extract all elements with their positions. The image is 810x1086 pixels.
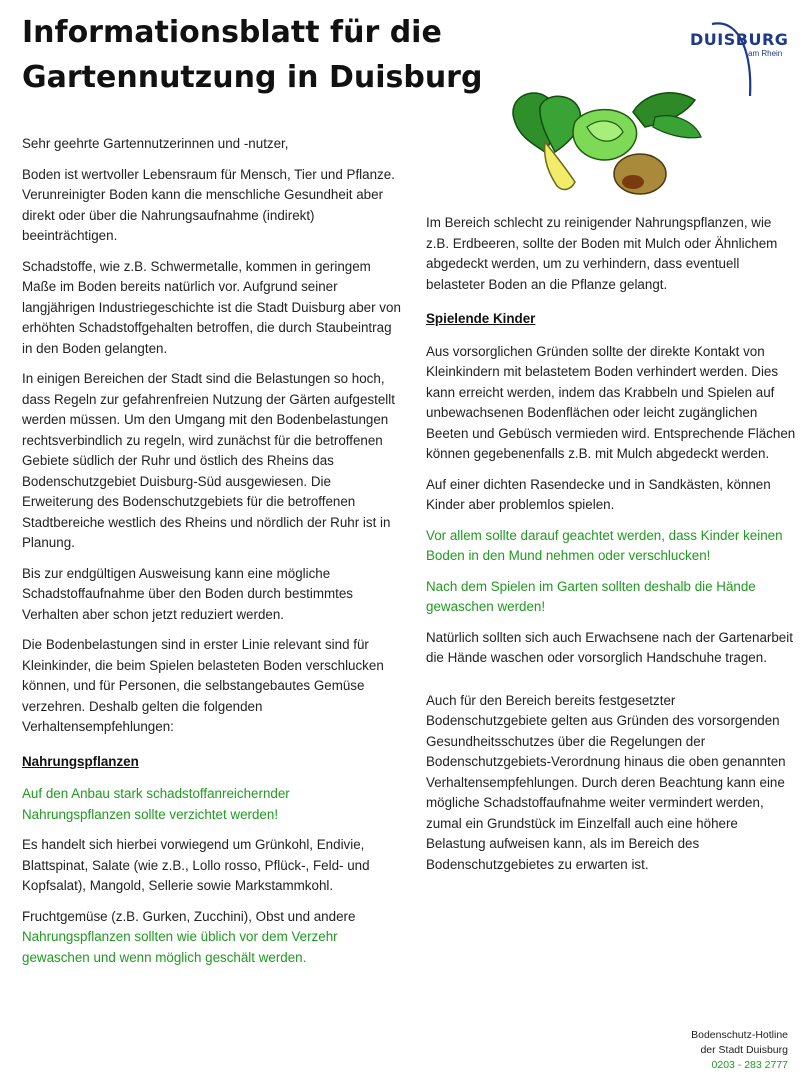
paragraph-ausweisung: Bis zur endgültigen Ausweisung kann eine mögliche Schadstoffaufnahme über den Boden durch bestimmtes Verhalten aber schon jetzt reduziert werden. bbox=[22, 565, 354, 622]
hotline-phone: 0203 - 283 2777 bbox=[711, 1059, 788, 1071]
left-column bbox=[22, 134, 402, 978]
hotline-box bbox=[691, 1028, 788, 1073]
warning-mund: Vor allem sollte darauf geachtet werden, dass Kinder keinen Boden in den Mund nehmen oder verschlucken! bbox=[426, 527, 783, 563]
salutation: Sehr geehrte Gartennutzerinnen und -nutzer, bbox=[22, 136, 289, 151]
hotline-org: der Stadt Duisburg bbox=[700, 1044, 788, 1056]
fruchtgemuese-text: Fruchtgemüse (z.B. Gurken, Zucchini), Obst und andere bbox=[22, 908, 356, 924]
warning-anbau: Auf den Anbau stark schadstoffanreichernder Nahrungspflanzen sollte verzichtet werden! bbox=[22, 786, 290, 822]
page-title bbox=[22, 10, 582, 100]
fruchtgemuese-green: Nahrungspflanzen sollten wie üblich vor dem Verzehr gewaschen und wenn möglich geschält werden. bbox=[22, 929, 338, 965]
vegetables-illustration-icon bbox=[505, 82, 705, 200]
paragraph-fruchtgemuese bbox=[22, 907, 402, 969]
logo-wordmark: DUISBURG bbox=[690, 30, 789, 49]
paragraph-erdbeeren: Im Bereich schlecht zu reinigender Nahrungspflanzen, wie z.B. Erdbeeren, sollte der Boden mit Mulch oder Ähnlichem abgedeckt werden, um zu verhindern, dass eventuell belasteter Boden an die Pflanze gelangt. bbox=[426, 215, 778, 292]
logo-subtitle: am Rhein bbox=[748, 49, 783, 58]
hotline-label: Bodenschutz-Hotline bbox=[691, 1029, 788, 1041]
warning-haende: Nach dem Spielen im Garten sollten deshalb die Hände gewaschen werden! bbox=[426, 578, 756, 614]
paragraph-erwachsene: Natürlich sollten sich auch Erwachsene nach der Gartenarbeit die Hände waschen oder vorsorglich Handschuhe tragen. bbox=[426, 629, 793, 665]
paragraph-belastungen: In einigen Bereichen der Stadt sind die Belastungen so hoch, dass Regeln zur gefahrenfreien Nutzung der Gärten aufgestellt werden müssen. Um den Umgang mit den Bodenbelastungen rechtsverbindlich zu regeln, wird zunächst für die betroffenen Gebiete südlich der Ruhr und östlich des Rheins das Bodenschutzgebiet Duisburg-Süd ausgewiesen. Die Erweiterung des Bodenschutzgebiets für die betroffenen Stadtbereiche westlich des Rheins und nördlich der Ruhr ist in Planung. bbox=[22, 371, 395, 550]
paragraph-schadstoffe: Schadstoffe, wie z.B. Schwermetalle, kommen in geringem Maße im Boden bereits natürlich vor. Aufgrund seiner langjährigen Industriegeschichte ist die Stadt Duisburg aber von erhöhten Schadstoffgehalten betroffen, die durch Staubeintrag in den Boden gelangten. bbox=[22, 258, 401, 356]
paragraph-gemuese-liste: Es handelt sich hierbei vorwiegend um Grünkohl, Endivie, Blattspinat, Salate (wie z.B., Lollo rosso, Pflück-, Feld- und Kopfsalat), Mangold, Sellerie sowie Markstammkohl. bbox=[22, 837, 370, 893]
paragraph-bodenschutzgebiete: Auch für den Bereich bereits festgesetzter Bodenschutzgebiete gelten aus Gründen des vorsorgenden Gesundheitsschutzes über die Regelungen der Bodenschutzgebiets-Verordnung hinaus die oben genannten Verhaltensempfehlungen. Durch deren Beachtung kann eine mögliche Schadstoffaufnahme weiter vermindert werden, zumal ein Grundstück im Einzelfall auch eine höhere Belastung aufweisen kann, als im Bereich des Bodenschutzgebietes zu erwarten ist. bbox=[426, 692, 786, 872]
paragraph-relevanz: Die Bodenbelastungen sind in erster Linie relevant sind für Kleinkinder, die beim Spielen belasteten Boden verschlucken können, und für Personen, die selbstangebautes Gemüse verzehren. Deshalb gelten die folgenden Verhaltensempfehlungen: bbox=[22, 637, 384, 734]
paragraph-intro: Boden ist wertvoller Lebensraum für Mensch, Tier und Pflanze. Verunreinigter Boden kann die menschliche Gesundheit aber direkt oder über die Nahrungsaufnahme (indirekt) beeinträchtigen. bbox=[22, 166, 395, 243]
heading-nahrungspflanzen: Nahrungspflanzen bbox=[22, 753, 139, 769]
paragraph-rasendecke: Auf einer dichten Rasendecke und in Sandkästen, können Kinder aber problemlos spielen. bbox=[426, 476, 771, 512]
paragraph-kleinkinder: Aus vorsorglichen Gründen sollte der direkte Kontakt von Kleinkindern mit belastetem Boden verhindert werden. Dies kann erreicht werden, indem das Krabbeln und Spielen auf unbewachsenen Bodenflächen oder leicht zugänglichen Beeten und Gebüsch vermieden wird. Entsprechende Flächen können gegebenenfalls z.B. mit Mulch abgedeckt werden. bbox=[426, 343, 796, 461]
title-line-1: Informationsblatt für die bbox=[22, 15, 442, 50]
right-column bbox=[426, 213, 798, 885]
title-line-2: Gartennutzung in Duisburg bbox=[22, 60, 483, 95]
heading-spielende-kinder: Spielende Kinder bbox=[426, 311, 536, 326]
